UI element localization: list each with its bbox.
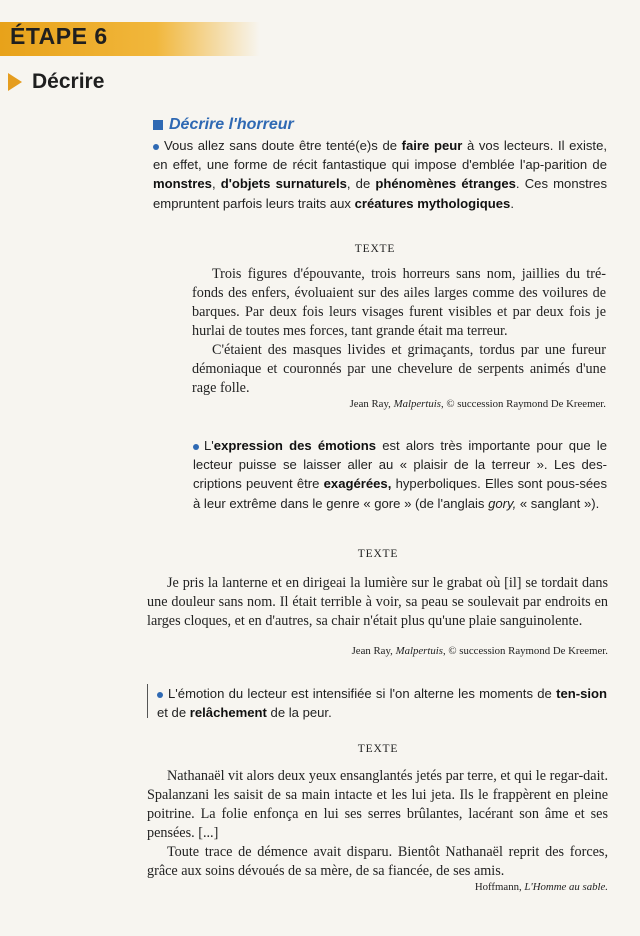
square-bullet-icon — [153, 120, 163, 130]
citation-work: L'Homme au sable. — [524, 881, 608, 893]
passage-paragraph: Nathanaël vit alors deux yeux ensanglantés jetés par terre, et qui le regar-dait. Spalanzani les saisit de sa main intacte et les lui jeta. Ils le frappèrent en pleine poitrine. La folie enfonça en lui ses serres brûlantes, lacérant son âme et ses pensées. [...] — [147, 768, 608, 841]
margin-rule — [147, 684, 148, 718]
alternation-text: L'émotion du lecteur est intensifiée si l'on alterne les moments de — [168, 686, 557, 701]
text-passage-2 — [147, 574, 608, 631]
dot-bullet-icon — [157, 692, 163, 698]
intro-text: , de — [346, 176, 376, 192]
text-passage-3 — [147, 767, 608, 881]
emotions-paragraph — [193, 436, 607, 513]
intro-bold: faire peur — [401, 138, 463, 153]
citation-1 — [192, 398, 606, 410]
texte-label: TEXTE — [354, 243, 396, 255]
citation-author: Jean Ray, — [349, 398, 394, 410]
passage-paragraph: Je pris la lanterne et en dirigeai la lumière sur le grabat où [il] se tordait dans une douleur sans nom. Il était terrible à voir, sa peau se soulevait par endroits en larges cloques, et en d'autres, sa chair n'était plus qu'une plaie sanguinolente. — [147, 575, 608, 629]
citation-author: Jean Ray, — [351, 645, 396, 657]
intro-text: Vous allez sans doute être tenté(e)s de — [164, 138, 402, 153]
emotions-bold: expression des émotions — [213, 438, 377, 453]
alternation-bold: ten-sion — [556, 686, 607, 701]
alternation-text: et de — [157, 705, 190, 721]
texte-label: TEXTE — [357, 548, 399, 560]
emotions-text: L' — [204, 438, 214, 453]
box-title-text: Décrire l'horreur — [169, 116, 294, 133]
citation-rights: , © succession Raymond De Kreemer. — [440, 398, 606, 410]
intro-bold: phénomènes étranges — [375, 176, 516, 192]
citation-work: Malpertuis — [393, 398, 441, 410]
citation-3 — [147, 881, 608, 893]
citation-work: Malpertuis — [395, 645, 443, 657]
box-title — [153, 116, 294, 134]
passage-paragraph: Toute trace de démence avait disparu. Bientôt Nathanaël reprit des forces, grâce aux soins dévoués de sa mère, de sa fiancée, de ses amis. — [147, 844, 608, 879]
triangle-bullet-icon — [8, 73, 22, 91]
alternation-paragraph — [157, 684, 607, 722]
intro-text: . Ces monstres empruntent parfois leurs traits aux — [153, 176, 607, 211]
emotions-text: hyperboliques. Elles sont pous-sées à leur extrême dans le genre « gore » (de l'anglais — [193, 476, 607, 511]
alternation-bold: relâchement — [189, 705, 267, 721]
intro-paragraph — [153, 136, 607, 213]
intro-bold: d'objets surnaturels — [220, 176, 347, 192]
citation-author: Hoffmann, — [474, 881, 525, 893]
passage-paragraph: C'étaient des masques livides et grimaçants, tordus par une fureur démoniaque et couronnés par une chevelure de serpents animés d'une rage folle. — [192, 342, 606, 396]
intro-bold: monstres — [153, 176, 212, 192]
alternation-text: de la peur. — [266, 705, 332, 721]
dot-bullet-icon — [193, 444, 199, 450]
section-heading — [8, 70, 104, 94]
emotions-italic: gory, — [488, 495, 517, 511]
text-passage-1 — [192, 265, 606, 398]
citation-2 — [147, 645, 608, 657]
step-header-band — [0, 22, 260, 56]
section-title: Décrire — [32, 70, 105, 93]
intro-text: . — [510, 195, 514, 211]
citation-rights: , © succession Raymond De Kreemer. — [442, 645, 608, 657]
passage-paragraph: Trois figures d'épouvante, trois horreurs sans nom, jaillies du tré-fonds des enfers, évoluaient sur des ailes larges comme des voilures de barques. Par deux fois leurs visages furent visibles et par deux fois je hurlai de toutes mes forces, tant grande était ma terreur. — [192, 266, 606, 339]
intro-text: à vos lecteurs. Il existe, en effet, une forme de récit fantastique qui impose d'emblée l'ap-parition de — [153, 138, 607, 173]
intro-bold: créatures mythologiques — [354, 195, 511, 211]
step-label: ÉTAPE 6 — [10, 23, 108, 49]
dot-bullet-icon — [153, 144, 159, 150]
texte-label: TEXTE — [357, 743, 399, 755]
intro-text: , — [211, 176, 221, 192]
emotions-text: est alors très importante pour que le lecteur puisse se laisser aller au « plaisir de la terreur ». Les des-criptions peuvent être — [193, 438, 608, 492]
emotions-text: « sanglant »). — [516, 495, 600, 511]
emotions-bold: exagérées, — [323, 476, 392, 492]
